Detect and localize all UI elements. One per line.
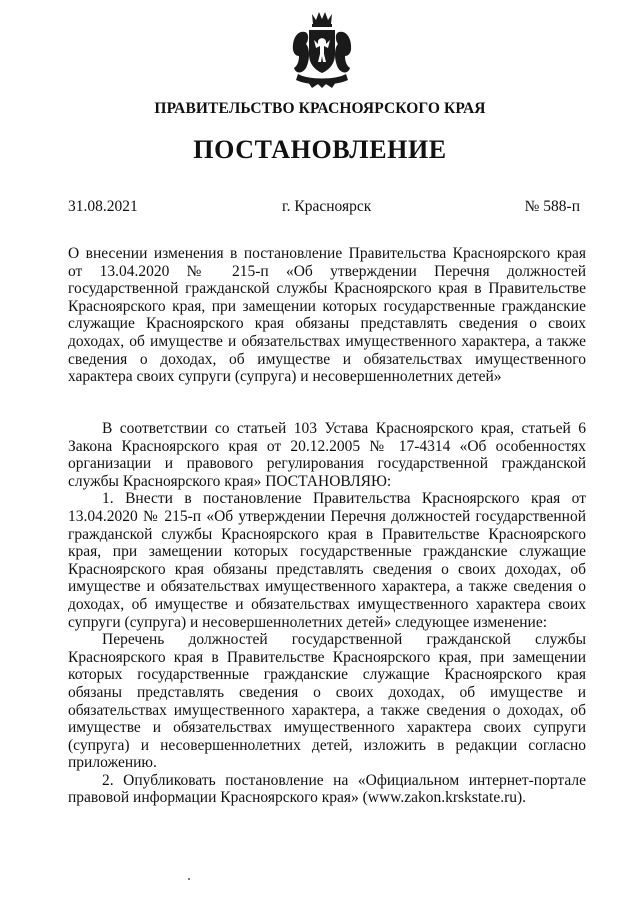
preamble-paragraph: В соответствии со статьей 103 Устава Красноярского края, статьей 6 Закона Красноярского края от 20.12.2005 № 17-4314 «Об особенностях организации и правового регулирования государственной гражданской службы Красноярского края» ПОСТАНОВЛЯЮ: xyxy=(68,420,586,490)
government-title: ПРАВИТЕЛЬСТВО КРАСНОЯРСКОГО КРАЯ xyxy=(154,100,486,117)
document-number: № 588-п xyxy=(524,198,580,215)
item-1-paragraph: 1. Внести в постановление Правительства Красноярского края от 13.04.2020 № 215-п «Об утверждении Перечня должностей государственной гражданской службы Красноярского края в Правительстве Красноярского края, при замещении которых государственные гражданские служащие Красноярского края обязаны представлять сведения о своих доходах, об имуществе и обязательствах имущественного характера, а также сведения о доходах, об имуществе и обязательствах имущественного характера своих супруги (супруга) и несовершеннолетних детей» следующее изменение: xyxy=(68,490,586,631)
scan-speck xyxy=(188,878,190,880)
item-2-paragraph: 2. Опубликовать постановление на «Официальном интернет-портале правовой информации Красноярского края» (www.zakon.krskstate.ru). xyxy=(68,771,586,807)
document-body xyxy=(68,420,586,807)
document-subject: О внесении изменения в постановление Правительства Красноярского края от 13.04.2020 № 215-п «Об утверждении Перечня должностей государственной гражданской службы Красноярского края в Правительстве Красноярского края, при замещении которых государственные гражданские служащие Красноярского края обязаны представлять сведения о своих доходах, об имуществе и обязательствах имущественного характера, а также сведения о доходах, об имуществе и обязательствах имущественного характера своих супруги (супруга) и несовершеннолетних детей» xyxy=(68,245,586,386)
item-1-detail-paragraph: Перечень должностей государственной гражданской службы Красноярского края в Правительстве Красноярского края, при замещении которых государственные гражданские служащие Красноярского края обязаны представлять сведения о своих доходах, об имуществе и обязательствах имущественного характера, а также сведения о доходах, об имуществе и обязательствах имущественного характера своих супруги (супруга) и несовершеннолетних детей, изложить в редакции согласно приложению. xyxy=(68,631,586,772)
document-date: 31.08.2021 xyxy=(68,198,138,215)
document-type-heading: ПОСТАНОВЛЕНИЕ xyxy=(193,135,447,164)
coat-of-arms-icon xyxy=(290,10,354,88)
document-city: г. Красноярск xyxy=(282,198,372,215)
